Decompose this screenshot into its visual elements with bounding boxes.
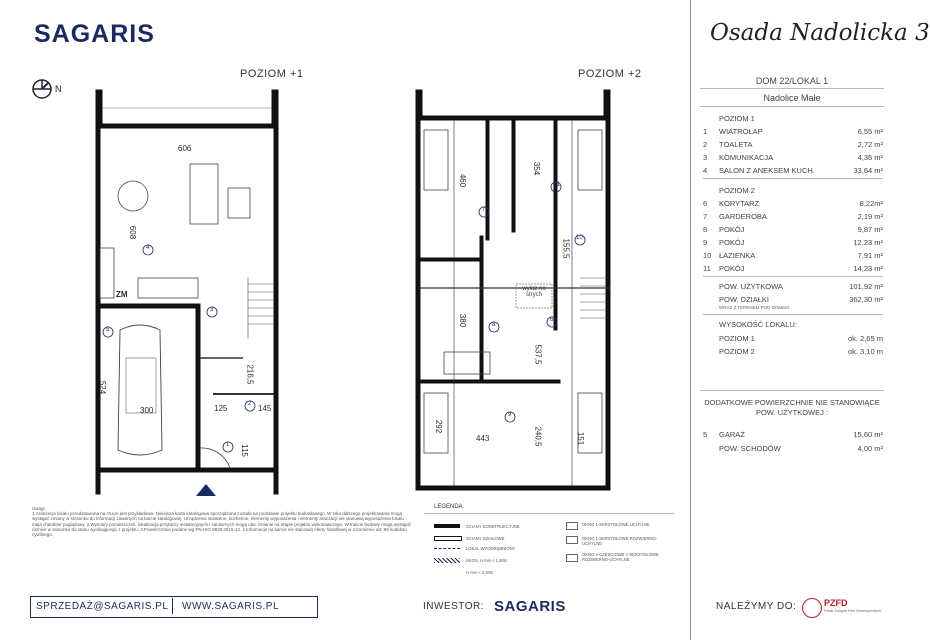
room-number: 9	[508, 412, 512, 418]
dim-label: 606	[178, 144, 192, 153]
window-icon	[566, 554, 578, 562]
divider	[703, 178, 883, 179]
room-number: 4	[146, 245, 150, 251]
table-row: 8 POKÓJ 9,87 m²	[703, 225, 883, 234]
divider	[424, 513, 674, 514]
investor-label: INWESTOR:	[423, 601, 484, 612]
dim-label: 537,5	[533, 344, 543, 365]
pzfd-logo-text: PZFD	[824, 598, 848, 608]
room-number: 10	[576, 235, 583, 241]
notes	[32, 506, 416, 584]
table-row: 7 GARDEROBA 2,19 m²	[703, 212, 883, 221]
dim-label: 524	[98, 380, 108, 395]
level2-label: POZIOM +2	[578, 68, 642, 80]
usable-area-row: POW. UŻYTKOWA 101,92 m²	[719, 282, 883, 291]
dim-label: 151	[576, 431, 586, 446]
dim-label: 115	[239, 444, 249, 457]
email-link[interactable]: SPRZEDAŻ@SAGARIS.PL	[36, 601, 169, 612]
floor-plan-level2	[412, 88, 617, 498]
room-number: 11	[554, 182, 561, 188]
legend-title: LEGENDA	[434, 504, 463, 510]
table-row: 1 WIATROŁAP 6,55 m²	[703, 127, 883, 136]
sagaris-logo: SAGARIS	[34, 20, 155, 48]
investor-logo: SAGARIS	[494, 598, 566, 615]
table-row: 4 SALON Z ANEKSEM KUCH. 33,64 m²	[703, 166, 883, 175]
dim-label: 292	[434, 419, 444, 434]
legend-swatch	[434, 524, 460, 528]
legend: LEGENDA ŚCIANY KONSTRUKCYJNE ŚCIANY DZIAŁOWE LOKAL WYODRĘBNIONY SKOS, H min < 1,90m H min < 2,20m OKNO 1-SKRZYDŁOWE UCHYLNE OKNO 1-SKRZYDŁOWE ROZWIERNO-UCHYLNE OKNO 2-CZĘŚCIOWE 1-SKRZYDŁOWE ROZWIERNO-UCHYLNE	[424, 504, 674, 584]
table-row: 11 POKÓJ 14,23 m²	[703, 264, 883, 273]
divider	[703, 314, 883, 315]
room-number: 3	[210, 307, 214, 313]
dim-label: 380	[458, 313, 468, 328]
room-number: 8	[492, 322, 496, 328]
table-row: 3 KOMUNIKACJA 4,36 m²	[703, 153, 883, 162]
divider	[172, 598, 173, 614]
table-row: 6 KORYTARZ 8,22m²	[703, 199, 883, 208]
table-section-header: POZIOM 2	[719, 186, 755, 195]
dim-label: 240,5	[533, 426, 543, 447]
dim-label: 155,5	[561, 238, 571, 259]
dim-label: 216,5	[245, 364, 255, 385]
dim-label: 125	[214, 404, 228, 413]
project-title: Osada Nadolicka 3	[710, 20, 930, 46]
zm-label: ZM	[116, 290, 128, 299]
room-number: 6	[550, 317, 554, 323]
table-row: 9 POKÓJ 12,23 m²	[703, 238, 883, 247]
pzfd-logo-subtitle: Polski Związek Firm Deweloperskich	[824, 609, 881, 613]
table-section-header: POZIOM 1	[719, 114, 755, 123]
height-header: WYSOKOŚĆ LOKALU:	[719, 320, 797, 329]
unit-id: DOM 22/LOKAL 1	[755, 76, 829, 86]
room-number: 7	[482, 207, 486, 213]
dim-label: 460	[458, 173, 468, 188]
legend-swatch	[434, 536, 462, 541]
divider	[703, 276, 883, 277]
extra-areas-header: DODATKOWE POWIERZCHNIE NIE STANOWIĄCE POW. UŻYTKOWEJ :	[704, 398, 880, 417]
dim-label: 608	[128, 225, 138, 240]
dim-label: 145	[258, 404, 272, 413]
unit-location: Nadolice Małe	[763, 93, 821, 103]
dim-label: 354	[532, 161, 542, 176]
room-number: 2	[248, 401, 252, 407]
svg-text:N: N	[55, 84, 62, 94]
table-row: 2 TOALETA 2,72 m²	[703, 140, 883, 149]
divider	[700, 106, 884, 107]
legend-swatch	[434, 558, 460, 563]
plot-area-row: POW. DZIAŁKI 362,30 m²	[719, 295, 883, 304]
window-icon	[566, 536, 578, 544]
height-row: POZIOM 1 ok. 2,65 m	[719, 334, 883, 343]
website-link[interactable]: WWW.SAGARIS.PL	[182, 601, 280, 612]
dim-label: 300	[140, 406, 154, 415]
table-row: POW. SCHODÓW 4,00 m²	[719, 444, 883, 453]
table-row: 5 GARAŻ 15,60 m²	[703, 430, 883, 439]
divider	[700, 88, 884, 89]
window-icon	[566, 522, 578, 530]
legend-swatch	[434, 548, 460, 549]
extra-areas-table	[703, 430, 883, 470]
notes-title: Uwagi:	[32, 506, 46, 511]
room-number: 5	[106, 327, 110, 333]
table-row: 10 ŁAZIENKA 7,91 m²	[703, 251, 883, 260]
notes-text: 1.Aranżacja lokalu przedstawiona na rzucie jest przykładowa. Niniejsza karta katalogowa sporządzona została na podstawie projektu budowlanego. W toku dalszego projektowania mogą wystąpić zmiany w stosunku do informacji zawartych na karcie katalogowej. Urządzenia sanitarne, kuchenne, elementy wyposażenia i elementy aranżacji nie stanowią wyposażenia lokalu - mają charakter poglądowy. 2.Wymiary pomieszczeń, lokalizacja przyłączy instalacyjnych i sanitarnych mogą ulec zmianie na etapie projektu wykonawczego. W trakcie budowy mogą wystąpić różnice w stosunku do stanu wynikającego z projektu. 3.Powierzchnie podane wg PN-ISO 9836:2015-12. 4.Informacje na karcie nie stanowią oferty handlowej w rozumieniu art. 66 kodeksu cywilnego.	[32, 511, 412, 538]
height-row: POZIOM 2 ok. 3,10 m	[719, 347, 883, 356]
attic-hatch-label: wyłaz na strych	[522, 286, 546, 298]
pzfd-logo-icon	[802, 598, 822, 618]
divider	[700, 390, 884, 391]
room-number: 1	[226, 442, 230, 448]
level1-label: POZIOM +1	[240, 68, 304, 80]
dim-label: 443	[476, 434, 490, 443]
divider-vertical	[690, 0, 691, 640]
compass-icon	[32, 78, 62, 102]
member-label: NALEŻYMY DO:	[716, 601, 797, 612]
area-table	[703, 114, 883, 374]
floor-plan-level1	[78, 88, 308, 498]
plot-area-note: WRAZ Z TERENEM POD DOMEM	[719, 305, 789, 310]
